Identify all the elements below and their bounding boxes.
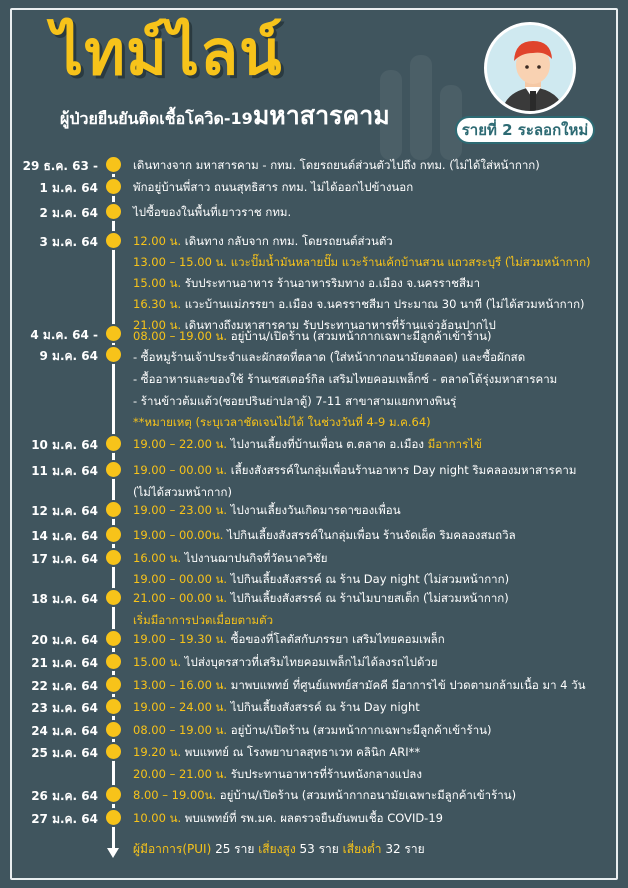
date-label: 17 ม.ค. 64 xyxy=(31,552,98,566)
event-detail-text: (ไม่ได้สวมหน้ากาก) xyxy=(133,485,232,499)
event-time-text: 16.30 น. xyxy=(133,297,182,311)
event-detail-text: ไปงานเลี้ยงที่บ้านเพื่อน ต.ตลาด อ.เมือง xyxy=(227,437,428,451)
event-detail-text: ไปงานฌาปนกิจที่วัดนาควิชัย xyxy=(181,551,328,565)
timeline-dot xyxy=(104,525,123,544)
event-detail-text: ไปซื้อของในพื้นที่เยาวราช กทม. xyxy=(133,205,292,219)
date-label: 22 ม.ค. 64 xyxy=(31,679,98,693)
event-time-text: 12.00 น. xyxy=(133,234,182,248)
timeline-event-line xyxy=(133,157,540,175)
summary-low-count: 32 ราย xyxy=(381,842,425,856)
summary-high-label: เสี่ยงสูง xyxy=(258,842,296,856)
date-label: 10 ม.ค. 64 xyxy=(31,438,98,452)
case-summary xyxy=(133,840,425,859)
event-detail-text: เลี้ยงสังสรรค์ในกลุ่มเพื่อนร้านอาหาร Day night ริมคลองมหาสารคาม xyxy=(227,463,577,477)
date-label: 3 ม.ค. 64 xyxy=(39,235,98,249)
page-subtitle xyxy=(60,96,390,136)
event-time-text: 19.00 – 00.00 น. xyxy=(133,463,228,477)
timeline-event-line xyxy=(133,527,516,545)
timeline-dot xyxy=(104,231,123,250)
date-label: 25 ม.ค. 64 xyxy=(31,746,98,760)
event-time-text: 13.00 – 15.00 น. แวะปั๊มน้ำมันหลายปั๊ม แวะร้านเค้กบ้านสวน แถวสระบุรี (ไม่สวมหน้ากาก) xyxy=(133,255,591,269)
timeline-dot xyxy=(104,720,123,739)
event-time-text: 19.00 – 23.00 น. xyxy=(133,503,228,517)
timeline-dot xyxy=(104,652,123,671)
timeline-dot xyxy=(104,548,123,567)
avatar xyxy=(484,22,576,114)
timeline-event-line xyxy=(133,766,422,784)
event-time-text: 19.00 – 24.00 น. xyxy=(133,700,228,714)
timeline-event-line xyxy=(133,233,393,251)
timeline-dot xyxy=(104,434,123,453)
event-time-text: 08.00 – 19.00 น. xyxy=(133,329,228,343)
timeline-event-line xyxy=(133,722,492,740)
timeline-event-line xyxy=(133,744,420,762)
event-detail-text: - ซื้อหมูร้านเจ้าประจำและผักสดที่ตลาด (ใส่หน้ากากอนามัยตลอด) และซื้อผักสด xyxy=(133,350,526,364)
event-detail-text: พบแพทย์ที่ รพ.มค. ผลตรวจยืนยันพบเชื้อ COVID-19 xyxy=(181,811,443,825)
event-time-text: 13.00 – 16.00 น. xyxy=(133,678,228,692)
event-detail-text: ซื้อของที่โลตัสกับภรรยา เสริมไทยคอมเพล็ก xyxy=(227,632,445,646)
timeline-dot xyxy=(104,324,123,343)
subtitle-patient: ผู้ป่วยยืนยันติดเชื้อโควิด-19 xyxy=(60,109,253,128)
event-time-text: 19.00 – 19.30 น. xyxy=(133,632,228,646)
timeline-event-line xyxy=(133,296,585,314)
date-label: 14 ม.ค. 64 xyxy=(31,529,98,543)
timeline-event-line xyxy=(133,631,445,649)
timeline-dot xyxy=(104,742,123,761)
date-label: 9 ม.ค. 64 xyxy=(39,349,98,363)
summary-low-label: เสี่ยงต่ำ xyxy=(342,842,382,856)
event-time-text: 10.00 น. xyxy=(133,811,182,825)
page-title: ไทม์ไลน์ xyxy=(52,16,283,89)
event-time-text: 19.20 น. xyxy=(133,745,182,759)
timeline-event-line xyxy=(133,414,431,432)
date-label: 29 ธ.ค. 63 - xyxy=(22,159,98,173)
timeline-event-line xyxy=(133,462,576,480)
event-detail-text: พักอยู่บ้านพี่สาว ถนนสุทธิสาร กทม. ไม่ได้ออกไปข้างนอก xyxy=(133,180,414,194)
event-detail-text: มาพบแพทย์ ที่ศูนย์แพทย์สามัคคี มีอาการไข้ ปวดตามกล้ามเนื้อ มา 4 วัน xyxy=(227,678,586,692)
event-detail-text: อยู่บ้าน/เปิดร้าน (สวมหน้ากากเฉพาะมีลูกค้าเข้าร้าน) xyxy=(227,329,492,343)
date-label: 4 ม.ค. 64 - xyxy=(30,328,98,342)
date-label: 11 ม.ค. 64 xyxy=(31,464,98,478)
date-label: 23 ม.ค. 64 xyxy=(31,701,98,715)
event-detail-text: ไปงานเลี้ยงวันเกิดมารดาของเพื่อน xyxy=(227,503,401,517)
timeline-event-line xyxy=(133,699,420,717)
timeline-dot xyxy=(104,460,123,479)
event-time-text: 8.00 – 19.00น. xyxy=(133,788,217,802)
timeline-dot xyxy=(104,500,123,519)
event-time-text: 15.00 น. xyxy=(133,276,182,290)
timeline-dot xyxy=(104,177,123,196)
event-detail-text: ไปกินเลี้ยงสังสรรค์ในกลุ่มเพื่อน ร้านจัดเผ็ด ริมคลองสมถวิล xyxy=(223,528,516,542)
timeline-event-line xyxy=(133,677,585,695)
date-label: 1 ม.ค. 64 xyxy=(39,181,98,195)
date-label: 27 ม.ค. 64 xyxy=(31,812,98,826)
timeline-event-line xyxy=(133,810,443,828)
event-detail-text: แวะบ้านแม่ภรรยา อ.เมือง จ.นครราชสีมา ประมาณ 30 นาที (ไม่ได้สวมหน้ากาก) xyxy=(181,297,585,311)
date-label: 26 ม.ค. 64 xyxy=(31,789,98,803)
event-time-text: มีอาการไข้ xyxy=(427,437,482,451)
event-detail-text: - ซื้ออาหารและของใช้ ร้านเซสเตอร์กิล เสริมไทยคอมเพล็กซ์ - ตลาดโต้รุ่งมหาสารคาม xyxy=(133,372,558,386)
timeline-dot xyxy=(104,808,123,827)
summary-high-count: 53 ราย xyxy=(295,842,343,856)
event-detail-text: ไปส่งบุตรสาวที่เสริมไทยคอมเพล็กไม่ได้ลงรถไปด้วย xyxy=(181,655,438,669)
timeline-event-line xyxy=(133,550,327,568)
timeline-event-line xyxy=(133,612,273,630)
event-time-text: 19.00 – 00.00 น. xyxy=(133,572,228,586)
event-detail-text: รับประทานอาหารที่ร้านหนังกลางแปลง xyxy=(227,767,422,781)
timeline-event-line xyxy=(133,254,591,272)
event-time-text: 21.00 น. xyxy=(133,318,182,332)
timeline-event-line xyxy=(133,328,492,346)
date-label: 18 ม.ค. 64 xyxy=(31,592,98,606)
timeline-event-line xyxy=(133,436,482,454)
timeline-arrow-icon xyxy=(107,848,119,858)
timeline-dot xyxy=(104,629,123,648)
event-time-text: 15.00 น. xyxy=(133,655,182,669)
decorative-bar xyxy=(410,55,432,160)
timeline-event-line xyxy=(133,349,525,367)
event-time-text: 16.00 น. xyxy=(133,551,182,565)
timeline-dot xyxy=(104,675,123,694)
timeline-dot xyxy=(104,697,123,716)
date-label: 21 ม.ค. 64 xyxy=(31,656,98,670)
date-label: 24 ม.ค. 64 xyxy=(31,724,98,738)
event-detail-text: พบแพทย์ ณ โรงพยาบาลสุทธาเวท คลินิก ARI** xyxy=(181,745,421,759)
event-detail-text: รับประทานอาหาร ร้านอาหารริมทาง อ.เมือง จ.นครราชสีมา xyxy=(181,276,481,290)
event-detail-text: เดินทางจาก มหาสารคาม - กทม. โดยรถยนต์ส่วนตัวไปถึง กทม. (ไม่ได้ใส่หน้ากาก) xyxy=(133,158,540,172)
timeline-dot xyxy=(104,155,123,174)
timeline-event-line xyxy=(133,654,438,672)
timeline-event-line xyxy=(133,787,516,805)
timeline-event-line xyxy=(133,502,401,520)
event-time-text: เริ่มมีอาการปวดเมื่อยตามตัว xyxy=(133,613,274,627)
summary-pui-label: ผู้มีอาการ(PUI) xyxy=(133,842,212,856)
date-label: 20 ม.ค. 64 xyxy=(31,633,98,647)
timeline-dot xyxy=(104,202,123,221)
event-detail-text: ไปกินเลี้ยงสังสรรค์ ณ ร้านไมบายสเต็ก (ไม่สวมหน้ากาก) xyxy=(227,591,509,605)
event-time-text: 19.00 – 22.00 น. xyxy=(133,437,228,451)
timeline-dot xyxy=(104,588,123,607)
event-detail-text: - ร้านข้าวต้มแต้ว(ซอยปรินย่าปลาตู้) 7-11 สาขาสามแยกทางพินรุ่ xyxy=(133,394,457,408)
timeline-dot xyxy=(104,345,123,364)
event-detail-text: ไปกินเลี้ยงสังสรรค์ ณ ร้าน Day night xyxy=(227,700,420,714)
event-detail-text: อยู่บ้าน/เปิดร้าน (สวมหน้ากากอนามัยเฉพาะมีลูกค้าเข้าร้าน) xyxy=(216,788,517,802)
date-label: 2 ม.ค. 64 xyxy=(39,206,98,220)
timeline-event-line xyxy=(133,571,509,589)
event-time-text: 19.00 – 00.00น. xyxy=(133,528,224,542)
timeline-event-line xyxy=(133,393,456,411)
timeline-event-line xyxy=(133,204,291,222)
event-time-text: 21.00 – 00.00 น. xyxy=(133,591,228,605)
timeline-event-line xyxy=(133,590,509,608)
event-time-text: **หมายเหตุ (ระบุเวลาชัดเจนไม่ได้ ในช่วงวันที่ 4-9 ม.ค.64) xyxy=(133,415,431,429)
event-detail-text: เดินทางถึงมหาสารคาม รับประทานอาหารที่ร้านแจ่วฮ้อนปากไป xyxy=(181,318,496,332)
event-detail-text: ไปกินเลี้ยงสังสรรค์ ณ ร้าน Day night (ไม่สวมหน้ากาก) xyxy=(227,572,510,586)
timeline-event-line xyxy=(133,371,557,389)
event-detail-text: อยู่บ้าน/เปิดร้าน (สวมหน้ากากเฉพาะมีลูกค้าเข้าร้าน) xyxy=(227,723,492,737)
event-detail-text: เดินทาง กลับจาก กทม. โดยรถยนต์ส่วนตัว xyxy=(181,234,393,248)
summary-pui-count: 25 ราย xyxy=(211,842,259,856)
timeline-dot xyxy=(104,785,123,804)
case-badge: รายที่ 2 ระลอกใหม่ xyxy=(455,116,595,144)
event-time-text: 20.00 – 21.00 น. xyxy=(133,767,228,781)
subtitle-province: มหาสารคาม xyxy=(252,101,390,130)
date-label: 12 ม.ค. 64 xyxy=(31,504,98,518)
timeline-event-line xyxy=(133,275,480,293)
event-time-text: 08.00 – 19.00 น. xyxy=(133,723,228,737)
timeline-event-line xyxy=(133,179,413,197)
timeline-event-line xyxy=(133,484,232,502)
